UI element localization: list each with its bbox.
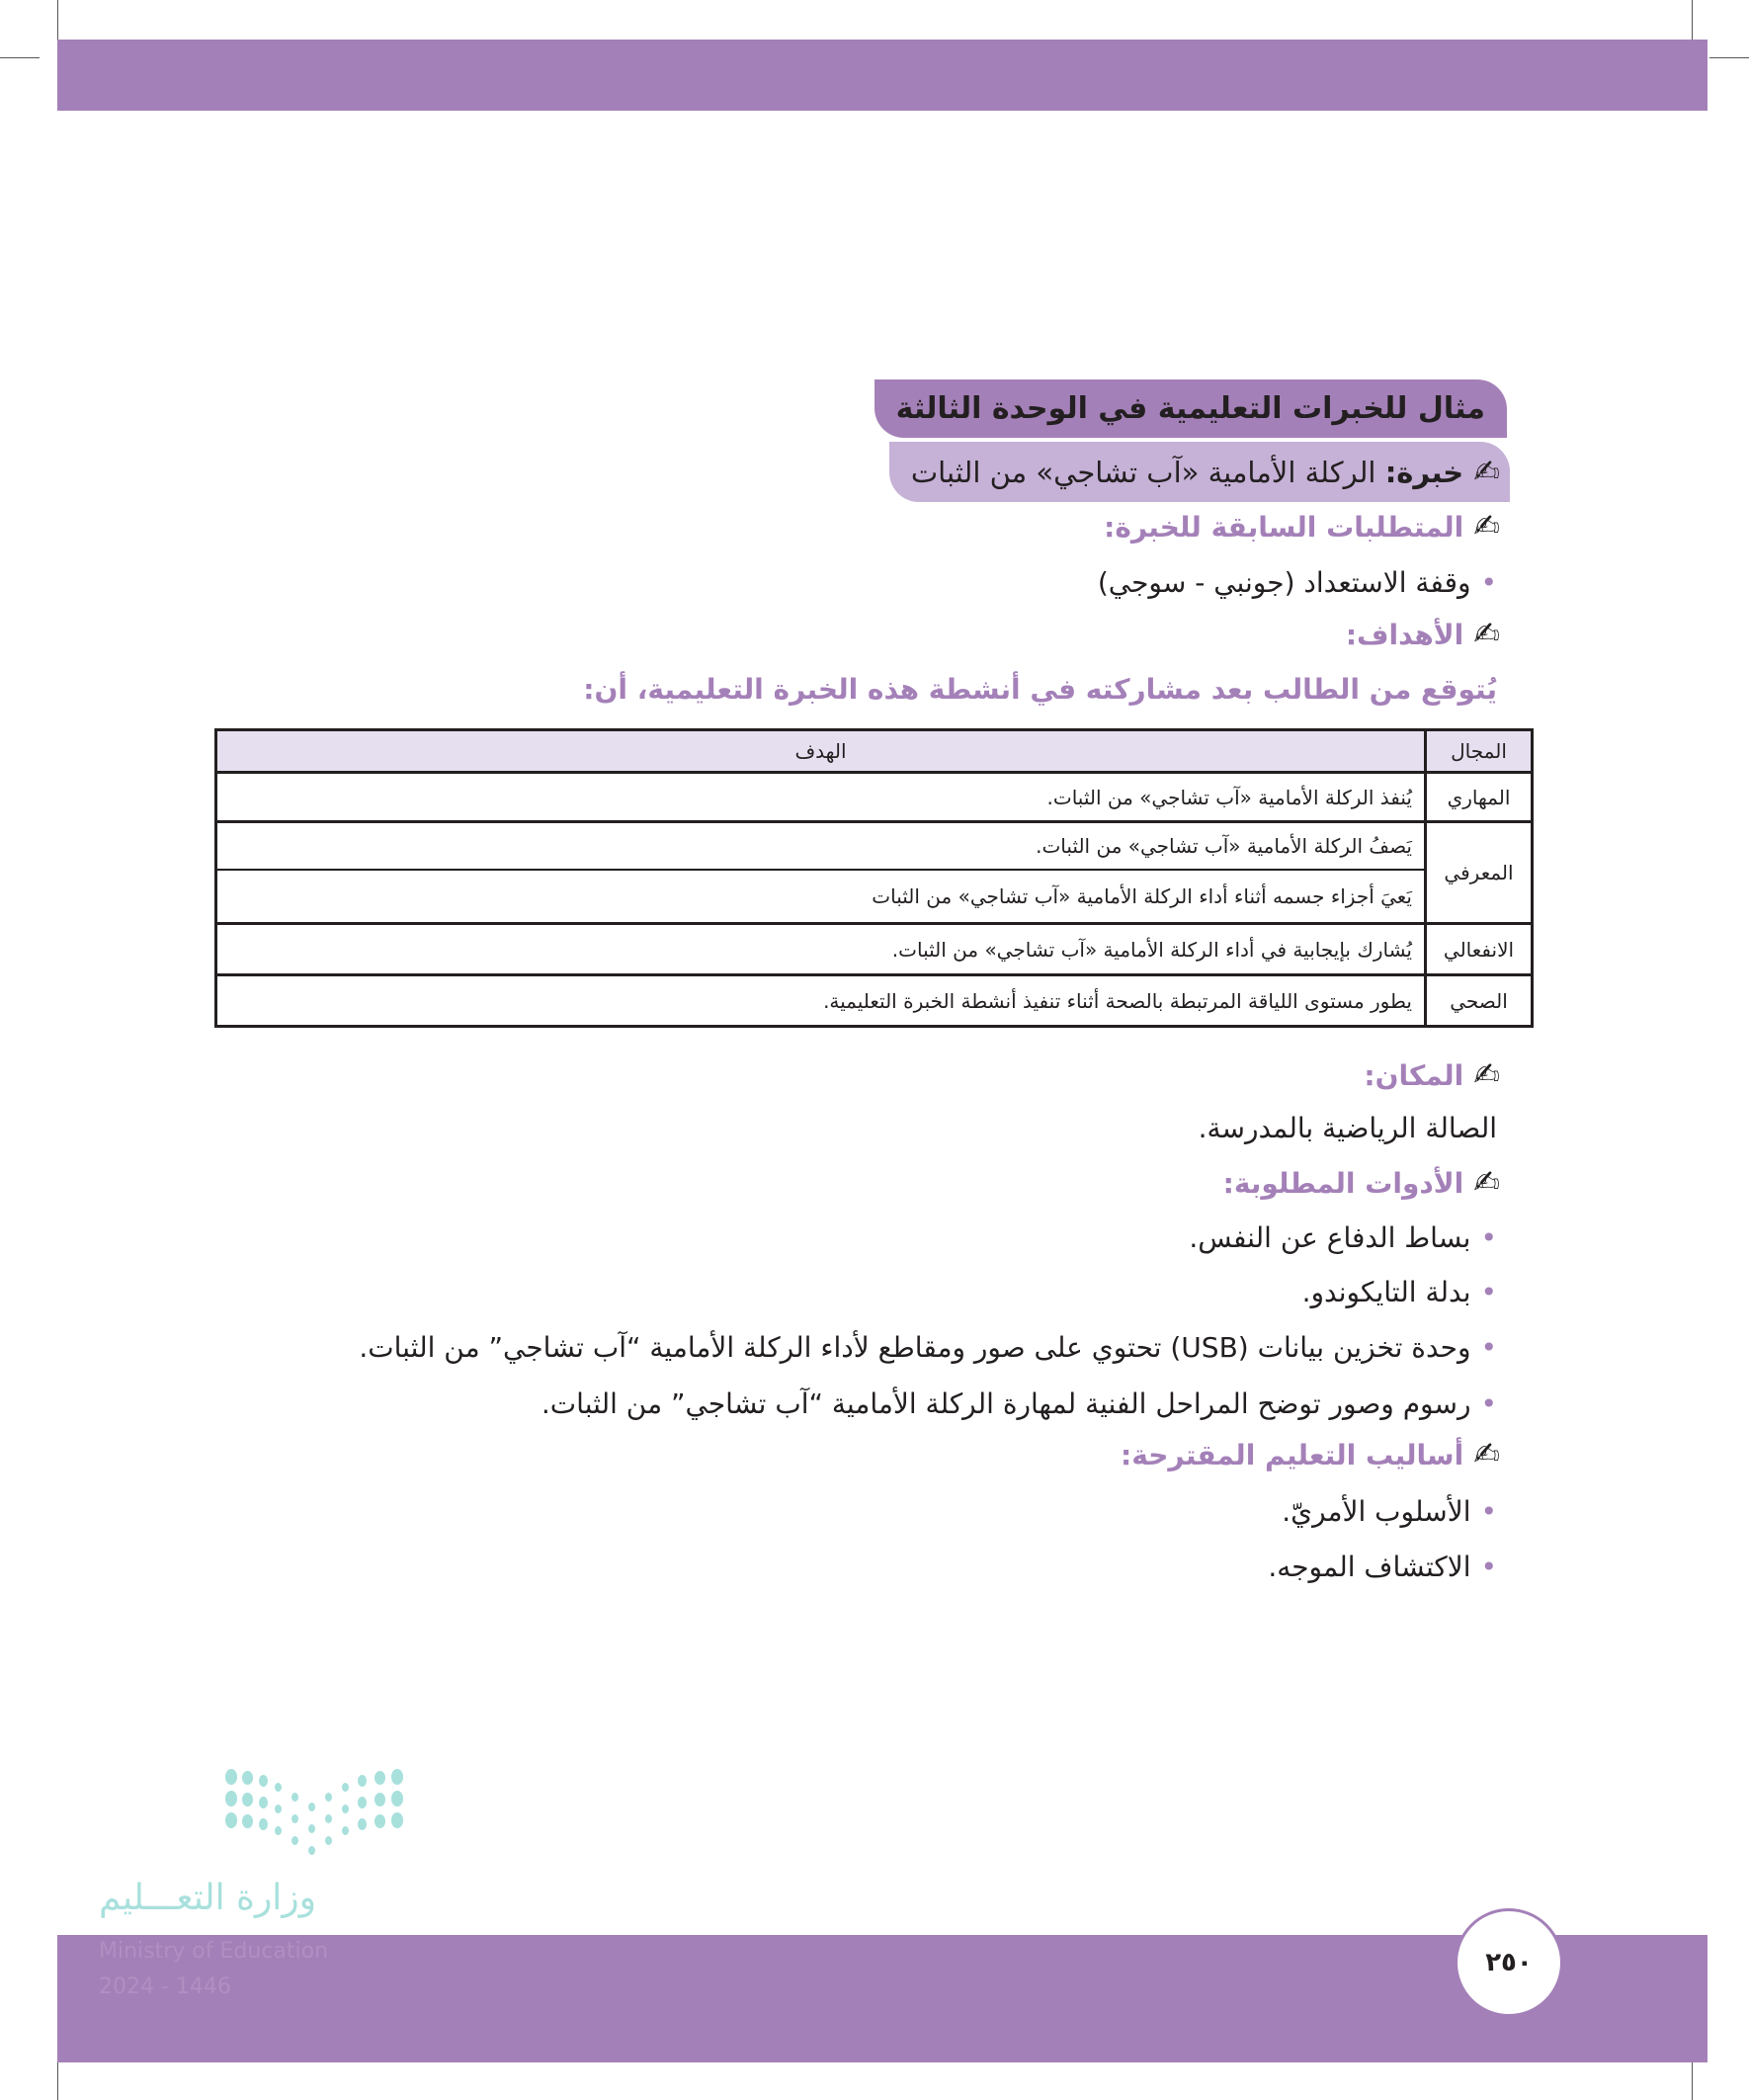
table-header-row [216,730,1533,773]
list-item-text: الأسلوب الأمريّ. [1282,1495,1471,1528]
objective-cell: يُشارك بإيجابية في أداء الركلة الأمامية «آب تشاجي» من الثبات. [216,924,1426,975]
logo-dot [292,1793,298,1802]
watermark-subtitle: Ministry of Education [99,1939,329,1964]
writing-hand-icon: ✍ [1473,1435,1500,1472]
objective-cell: يُنفذ الركلة الأمامية «آب تشاجي» من الثبات. [216,773,1426,822]
tools-title: الأدوات المطلوبة: [1222,1167,1464,1200]
header-objective: الهدف [216,730,1426,773]
prerequisites-heading [1104,507,1500,546]
place-heading [1364,1055,1500,1095]
table-row [216,975,1533,1027]
logo-dot [325,1793,332,1802]
ministry-logo-icon [217,1769,464,1868]
logo-dot [292,1814,298,1823]
logo-dot [242,1793,253,1806]
logo-dot [308,1803,315,1811]
table-row [216,822,1533,870]
logo-dot [259,1818,268,1830]
logo-dot [391,1769,403,1785]
logo-dot [259,1797,268,1808]
domain-cell: الانفعالي [1426,924,1533,975]
logo-dot [242,1771,253,1785]
objective-cell: يطور مستوى اللياقة المرتبطة بالصحة أثناء تنفيذ أنشطة الخبرة التعليمية. [216,975,1426,1027]
domain-cell: المهاري [1426,773,1533,822]
logo-dot [358,1818,367,1830]
watermark-year: 2024 - 1446 [99,1974,231,1999]
crop-mark [1709,57,1749,58]
table-row [216,773,1533,822]
list-item-text: وقفة الاستعداد (جونبي - سوجي) [1097,566,1471,599]
logo-dot [342,1826,349,1835]
list-item-text: رسوم وصور توضح المراحل الفنية لمهارة الركلة الأمامية “آب تشاجي” من الثبات. [541,1387,1471,1420]
logo-dot [325,1836,332,1845]
logo-dot [358,1775,367,1787]
writing-hand-icon: ✍ [1473,615,1500,652]
logo-dot [259,1775,268,1787]
list-item: •وحدة تخزين بيانات (USB) تحتوي على صور ومقاطع لأداء الركلة الأمامية “آب تشاجي” من الثبات. [359,1331,1497,1364]
list-item-text: الاكتشاف الموجه. [1268,1551,1471,1583]
logo-dot [358,1797,367,1808]
place-title: المكان: [1364,1059,1464,1092]
prerequisites-title: المتطلبات السابقة للخبرة: [1104,511,1464,544]
objectives-title: الأهداف: [1345,619,1464,651]
experience-label: خبرة: [1384,456,1464,489]
methods-title: أساليب التعليم المقترحة: [1121,1439,1464,1471]
page-number: ٢٥٠ [1455,1908,1563,2017]
methods-heading [1121,1435,1500,1474]
writing-hand-icon: ✍ [1473,1163,1500,1201]
logo-dot [308,1824,315,1833]
top-band [57,40,1707,111]
tools-heading [1223,1163,1500,1203]
logo-dot [342,1805,349,1813]
table-row [216,924,1533,975]
logo-dot [375,1814,385,1828]
logo-dot [225,1812,237,1828]
section-heading: مثال للخبرات التعليمية في الوحدة الثالثة [874,379,1507,438]
writing-hand-icon: ✍ [1473,507,1500,545]
list-item: •رسوم وصور توضح المراحل الفنية لمهارة الركلة الأمامية “آب تشاجي” من الثبات. [541,1387,1497,1420]
objective-cell: يَعيَ أجزاء جسمه أثناء أداء الركلة الأمامية «آب تشاجي» من الثبات [216,870,1426,924]
objectives-heading [1346,615,1500,654]
crop-mark [57,2062,58,2100]
writing-hand-icon: ✍ [1473,1055,1500,1093]
objective-cell: يَصفُ الركلة الأمامية «آب تشاجي» من الثبات. [216,822,1426,870]
crop-mark [1692,2062,1693,2100]
crop-mark [1692,0,1693,40]
list-item: •بساط الدفاع عن النفس. [1189,1221,1497,1254]
logo-dot [308,1846,315,1855]
table-row [216,870,1533,924]
list-item: •بدلة التايكوندو. [1301,1276,1497,1308]
place-text: الصالة الرياضية بالمدرسة. [1198,1112,1497,1144]
logo-dot [275,1783,282,1792]
logo-dot [275,1805,282,1813]
logo-dot [225,1769,237,1785]
list-item-text: بساط الدفاع عن النفس. [1189,1221,1471,1254]
logo-dot [225,1791,237,1806]
logo-dot [375,1771,385,1785]
crop-mark [57,0,58,40]
experience-title [889,442,1510,502]
logo-dot [391,1791,403,1806]
objectives-intro: يُتوقع من الطالب بعد مشاركته في أنشطة هذه الخبرة التعليمية، أن: [583,673,1497,706]
logo-dot [275,1826,282,1835]
logo-dot [292,1836,298,1845]
logo-dot [325,1814,332,1823]
crop-mark [0,57,40,58]
objectives-table [214,728,1534,1028]
header-domain: المجال [1426,730,1533,773]
list-item: •وقفة الاستعداد (جونبي - سوجي) [1097,566,1497,599]
logo-dot [242,1814,253,1828]
logo-dot [375,1793,385,1806]
ministry-logo-name: وزارة التعـــليم [99,1878,317,1918]
list-item-text: بدلة التايكوندو. [1301,1276,1471,1308]
domain-cell: المعرفي [1426,822,1533,924]
list-item: •الأسلوب الأمريّ. [1282,1495,1497,1528]
experience-name: الركلة الأمامية «آب تشاجي» من الثبات [910,456,1376,489]
writing-hand-icon: ✍ [1473,453,1500,490]
logo-dot [342,1783,349,1792]
list-item-text: وحدة تخزين بيانات (USB) تحتوي على صور ومقاطع لأداء الركلة الأمامية “آب تشاجي” من الثبات. [359,1331,1471,1364]
domain-cell: الصحي [1426,975,1533,1027]
logo-dot [391,1812,403,1828]
list-item: •الاكتشاف الموجه. [1268,1551,1497,1583]
